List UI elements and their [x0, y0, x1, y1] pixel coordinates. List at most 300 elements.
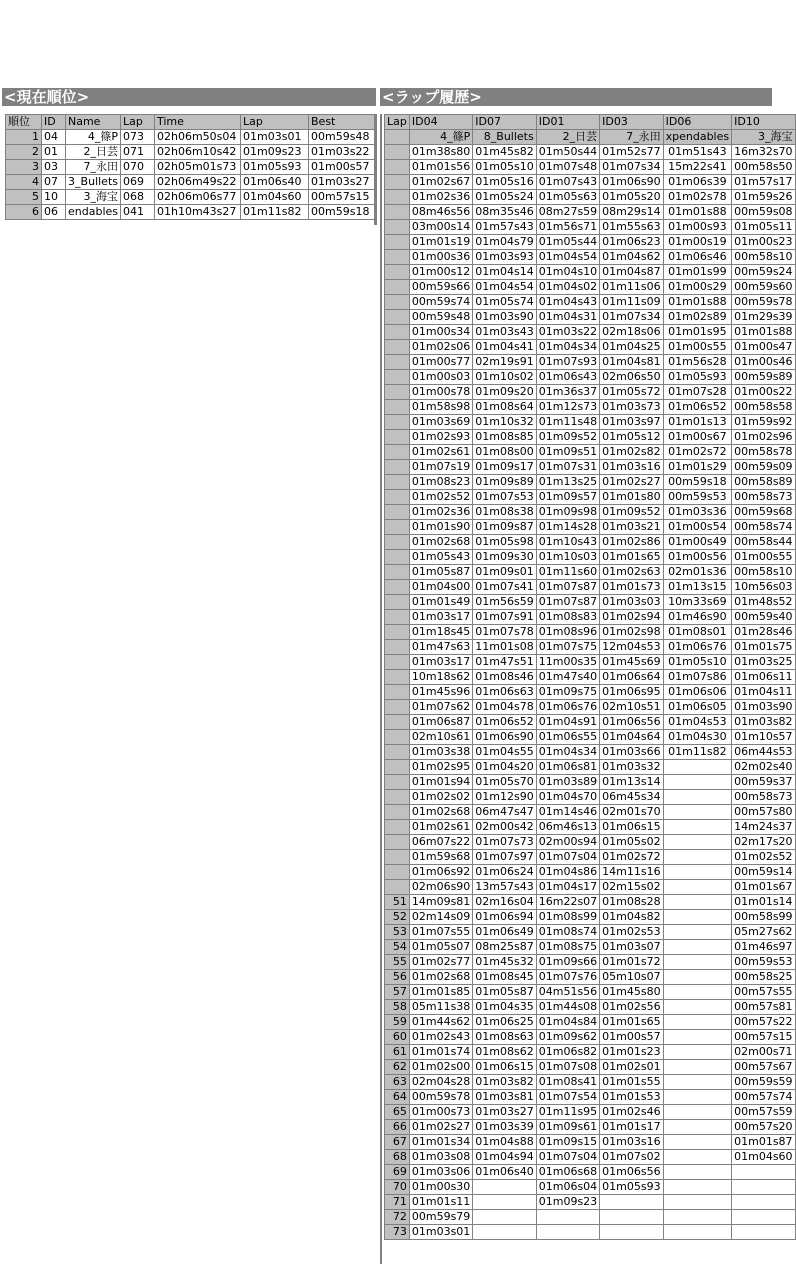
lap-time-cell: 11m00s35 — [536, 655, 599, 670]
lap-time-cell: 01m03s38 — [409, 745, 472, 760]
lap-time-cell: 01m09s30 — [473, 550, 536, 565]
lap-id-header-row — [385, 115, 796, 130]
lap-row[interactable] — [385, 550, 796, 565]
lap-number-cell: 68 — [385, 1150, 410, 1165]
lap-time-cell: 01m04s91 — [536, 715, 599, 730]
racer-name-header: 7_永田 — [600, 130, 663, 145]
lap-row[interactable] — [385, 715, 796, 730]
lap-time-cell: 00m59s18 — [663, 475, 732, 490]
lap-row[interactable] — [385, 1165, 796, 1180]
lap-row[interactable] — [385, 1030, 796, 1045]
lap-row[interactable] — [385, 145, 796, 160]
lap-time-cell: 14m11s16 — [600, 865, 663, 880]
lap-time-cell: 01m00s19 — [663, 235, 732, 250]
lap-time-cell: 01m06s39 — [663, 175, 732, 190]
lap-time-cell: 01m06s90 — [600, 175, 663, 190]
lap-row[interactable] — [385, 760, 796, 775]
lap-time-cell: 01m06s04 — [536, 1180, 599, 1195]
lap-time-cell: 02m01s36 — [663, 565, 732, 580]
lap-time-cell: 01m07s54 — [536, 1090, 599, 1105]
lap-time-cell: 01m02s27 — [600, 475, 663, 490]
lap-row[interactable] — [385, 625, 796, 640]
lap-time-cell: 01m09s23 — [536, 1195, 599, 1210]
lap-row[interactable] — [385, 835, 796, 850]
lap-time-cell — [663, 1015, 732, 1030]
standings-column-header: Lap — [121, 115, 155, 130]
lap-time-cell — [663, 1060, 732, 1075]
lap-time-cell: 01m55s63 — [600, 220, 663, 235]
lap-number-cell — [385, 730, 410, 745]
lap-time-cell: 00m59s14 — [732, 865, 795, 880]
lap-row[interactable] — [385, 205, 796, 220]
lap-time-cell: 00m58s10 — [732, 565, 795, 580]
lap-time-cell: 00m59s60 — [732, 280, 795, 295]
lap-time-cell: 01m05s93 — [663, 370, 732, 385]
lap-time-cell: 01m09s66 — [536, 955, 599, 970]
lap-number-cell: 73 — [385, 1225, 410, 1240]
lap-time-cell: 01m06s64 — [600, 670, 663, 685]
lap-time-cell: 01m11s60 — [536, 565, 599, 580]
lap-number-cell — [385, 160, 410, 175]
lap-row[interactable] — [385, 175, 796, 190]
lap-time-cell: 01m02s68 — [409, 970, 472, 985]
lap-time-cell: 01m05s87 — [473, 985, 536, 1000]
lap-row[interactable] — [385, 1195, 796, 1210]
lap-row[interactable] — [385, 970, 796, 985]
lap-time-cell: 01m04s60 — [732, 1150, 795, 1165]
lap-row[interactable] — [385, 535, 796, 550]
lap-time-cell: 01m00s54 — [663, 520, 732, 535]
lap-row[interactable] — [385, 610, 796, 625]
lap-row[interactable] — [385, 1135, 796, 1150]
racer-id-header: ID10 — [732, 115, 795, 130]
lap-time-cell: 01m04s34 — [536, 340, 599, 355]
lap-row[interactable] — [385, 160, 796, 175]
lap-time-cell: 00m58s73 — [732, 490, 795, 505]
lap-time-cell — [663, 1195, 732, 1210]
lap-row[interactable] — [385, 460, 796, 475]
lap-row[interactable] — [385, 1060, 796, 1075]
lap-number-cell — [385, 520, 410, 535]
lap-number-cell — [385, 385, 410, 400]
lap-time-cell: 01m04s84 — [536, 1015, 599, 1030]
lap-time-cell — [663, 955, 732, 970]
lap-time-cell — [663, 1135, 732, 1150]
lap-row[interactable] — [385, 565, 796, 580]
lap-number-cell — [385, 865, 410, 880]
lap-row[interactable] — [385, 595, 796, 610]
rank-cell: 3 — [6, 160, 42, 175]
lap-time-cell: 01m02s06 — [409, 340, 472, 355]
lap-number-cell — [385, 415, 410, 430]
lap-time-cell: 01m04s34 — [536, 745, 599, 760]
lap-time-cell: 01m01s29 — [663, 460, 732, 475]
lap-time-cell: 01m00s03 — [409, 370, 472, 385]
lap-row[interactable] — [385, 925, 796, 940]
lap-number-cell — [385, 775, 410, 790]
lap-time-cell: 02m04s28 — [409, 1075, 472, 1090]
lap-row[interactable] — [385, 685, 796, 700]
lap-row[interactable] — [385, 475, 796, 490]
lap-time-cell: 01m03s01 — [409, 1225, 472, 1240]
lap-time-cell: 01m06s05 — [663, 700, 732, 715]
lap-time-cell: 01m10s02 — [473, 370, 536, 385]
racer-id-header: ID01 — [536, 115, 599, 130]
lap-time-cell: 12m04s53 — [600, 640, 663, 655]
lap-time-cell — [732, 1180, 795, 1195]
lap-time-cell: 00m59s74 — [409, 295, 472, 310]
lap-time-cell: 01m50s44 — [536, 145, 599, 160]
lap-time-cell: 01m06s90 — [473, 730, 536, 745]
lap-number-cell — [385, 370, 410, 385]
lap-row[interactable] — [385, 730, 796, 745]
lap-time-cell: 01m01s56 — [409, 160, 472, 175]
lap-time-cell: 01m02s82 — [600, 445, 663, 460]
lap-number-cell — [385, 490, 410, 505]
lap-time-cell: 01m06s87 — [409, 715, 472, 730]
lap-time-cell: 01m56s71 — [536, 220, 599, 235]
lap-time-cell — [663, 985, 732, 1000]
lap-time-cell: 01m45s32 — [473, 955, 536, 970]
lap-time-cell: 01m08s85 — [473, 430, 536, 445]
lap-time-cell: 01m06s24 — [473, 865, 536, 880]
standings-row[interactable] — [6, 205, 375, 220]
lap-time-cell: 01m05s44 — [536, 235, 599, 250]
lap-time-cell: 01m28s46 — [732, 625, 795, 640]
lap-time-cell: 00m59s53 — [663, 490, 732, 505]
lap-row[interactable] — [385, 1045, 796, 1060]
lap-row[interactable] — [385, 880, 796, 895]
lap-row[interactable] — [385, 805, 796, 820]
lap-time-cell: 01m11s95 — [536, 1105, 599, 1120]
standings-cell: 01m00s57 — [309, 160, 375, 175]
lap-time-cell: 01m00s34 — [409, 325, 472, 340]
lap-time-cell: 00m59s59 — [732, 1075, 795, 1090]
lap-row[interactable] — [385, 1075, 796, 1090]
lap-time-cell: 01m13s14 — [600, 775, 663, 790]
lap-number-cell — [385, 565, 410, 580]
lap-time-cell: 02m01s70 — [600, 805, 663, 820]
lap-time-cell: 01m02s02 — [409, 790, 472, 805]
lap-row[interactable] — [385, 1150, 796, 1165]
lap-time-cell: 01m10s57 — [732, 730, 795, 745]
lap-row[interactable] — [385, 655, 796, 670]
lap-time-cell — [536, 1210, 599, 1225]
lap-time-cell: 01m04s25 — [600, 340, 663, 355]
lap-row[interactable] — [385, 310, 796, 325]
lap-time-cell: 01m07s31 — [536, 460, 599, 475]
lap-time-cell: 01m02s01 — [600, 1060, 663, 1075]
lap-number-cell: 52 — [385, 910, 410, 925]
lap-row[interactable] — [385, 670, 796, 685]
lap-row[interactable] — [385, 280, 796, 295]
lap-time-cell: 00m58s74 — [732, 520, 795, 535]
lap-time-cell: 01m03s16 — [600, 460, 663, 475]
lap-row[interactable] — [385, 895, 796, 910]
lap-row[interactable] — [385, 955, 796, 970]
lap-time-cell: 01m01s95 — [663, 325, 732, 340]
lap-time-cell: 06m47s47 — [473, 805, 536, 820]
lap-number-cell — [385, 175, 410, 190]
lap-time-cell: 01m06s95 — [600, 685, 663, 700]
lap-number-cell: 61 — [385, 1045, 410, 1060]
lap-row[interactable] — [385, 790, 796, 805]
lap-number-cell — [385, 295, 410, 310]
lap-time-cell: 01m06s23 — [600, 235, 663, 250]
standings-cell: 068 — [121, 190, 155, 205]
lap-time-cell: 01m07s08 — [536, 1060, 599, 1075]
lap-time-cell: 01m05s43 — [409, 550, 472, 565]
lap-row[interactable] — [385, 640, 796, 655]
standings-row[interactable] — [6, 130, 375, 145]
lap-time-cell — [663, 850, 732, 865]
lap-number-cell — [385, 235, 410, 250]
standings-cell: 01m04s60 — [241, 190, 309, 205]
lap-time-cell: 00m59s24 — [732, 265, 795, 280]
standings-cell: 3_海宝 — [66, 190, 121, 205]
lap-time-cell: 02m00s42 — [473, 820, 536, 835]
lap-time-cell — [732, 1195, 795, 1210]
lap-number-cell: 72 — [385, 1210, 410, 1225]
lap-time-cell: 00m57s59 — [732, 1105, 795, 1120]
lap-time-cell: 01m06s06 — [663, 685, 732, 700]
lap-time-cell: 01m07s87 — [536, 595, 599, 610]
lap-time-cell: 01m03s21 — [600, 520, 663, 535]
lap-time-cell: 01m00s30 — [409, 1180, 472, 1195]
lap-time-cell: 01m05s12 — [600, 430, 663, 445]
lap-row[interactable] — [385, 265, 796, 280]
lap-row[interactable] — [385, 1210, 796, 1225]
lap-row[interactable] — [385, 985, 796, 1000]
lap-history-title: <ラップ履歴> — [380, 88, 772, 106]
lap-row[interactable] — [385, 415, 796, 430]
lap-number-cell — [385, 475, 410, 490]
lap-row[interactable] — [385, 1090, 796, 1105]
lap-time-cell: 01m59s92 — [732, 415, 795, 430]
lap-time-cell: 01m57s43 — [473, 220, 536, 235]
lap-time-cell: 01m09s15 — [536, 1135, 599, 1150]
racer-name-header: 4_篠P — [409, 130, 472, 145]
lap-row[interactable] — [385, 700, 796, 715]
lap-time-cell: 00m58s73 — [732, 790, 795, 805]
lap-time-cell: 01m06s63 — [473, 685, 536, 700]
lap-row[interactable] — [385, 745, 796, 760]
lap-row[interactable] — [385, 235, 796, 250]
lap-row[interactable] — [385, 505, 796, 520]
lap-time-cell: 08m25s87 — [473, 940, 536, 955]
lap-time-cell: 01m03s93 — [473, 250, 536, 265]
lap-row[interactable] — [385, 190, 796, 205]
lap-time-cell: 01m02s63 — [600, 565, 663, 580]
lap-row[interactable] — [385, 1015, 796, 1030]
lap-time-cell: 01m01s72 — [600, 955, 663, 970]
lap-number-cell — [385, 190, 410, 205]
lap-time-cell: 01m02s93 — [409, 430, 472, 445]
lap-time-cell: 01m09s62 — [536, 1030, 599, 1045]
lap-time-cell: 01m07s55 — [409, 925, 472, 940]
lap-time-cell — [473, 1225, 536, 1240]
standings-cell: 01 — [42, 145, 66, 160]
lap-time-cell: 01m01s53 — [600, 1090, 663, 1105]
lap-row[interactable] — [385, 580, 796, 595]
lap-time-cell — [473, 1195, 536, 1210]
lap-time-cell: 01m09s89 — [473, 475, 536, 490]
lap-time-cell: 01m00s78 — [409, 385, 472, 400]
lap-row[interactable] — [385, 1105, 796, 1120]
lap-row[interactable] — [385, 250, 796, 265]
lap-time-cell: 00m58s99 — [732, 910, 795, 925]
lap-number-cell — [385, 400, 410, 415]
lap-time-cell: 01m08s63 — [473, 1030, 536, 1045]
lap-time-cell: 01m04s35 — [473, 1000, 536, 1015]
lap-time-cell: 01m01s75 — [732, 640, 795, 655]
lap-number-cell — [385, 655, 410, 670]
lap-row[interactable] — [385, 295, 796, 310]
lap-time-cell: 01m01s55 — [600, 1075, 663, 1090]
lap-row[interactable] — [385, 490, 796, 505]
lap-number-cell — [385, 460, 410, 475]
standings-row[interactable] — [6, 175, 375, 190]
lap-time-cell: 01m45s82 — [473, 145, 536, 160]
lap-row[interactable] — [385, 220, 796, 235]
lap-time-cell: 01m01s65 — [600, 1015, 663, 1030]
racer-id-header: ID07 — [473, 115, 536, 130]
lap-time-cell: 01m03s82 — [473, 1075, 536, 1090]
lap-time-cell: 01m08s01 — [663, 625, 732, 640]
standings-row[interactable] — [6, 190, 375, 205]
lap-row[interactable] — [385, 1180, 796, 1195]
lap-time-cell: 01m12s90 — [473, 790, 536, 805]
lap-time-cell — [663, 835, 732, 850]
lap-time-cell: 01m05s02 — [600, 835, 663, 850]
lap-number-cell — [385, 550, 410, 565]
lap-time-cell: 01m03s17 — [409, 610, 472, 625]
lap-time-cell: 01m04s88 — [473, 1135, 536, 1150]
lap-row[interactable] — [385, 340, 796, 355]
standings-cell: 041 — [121, 205, 155, 220]
lap-row[interactable] — [385, 520, 796, 535]
lap-time-cell: 01m02s72 — [663, 445, 732, 460]
lap-number-cell — [385, 715, 410, 730]
lap-time-cell: 01m45s80 — [600, 985, 663, 1000]
lap-time-cell: 01m07s86 — [663, 670, 732, 685]
lap-number-cell — [385, 580, 410, 595]
lap-time-cell: 01m00s47 — [732, 340, 795, 355]
lap-time-cell: 01m05s87 — [409, 565, 472, 580]
lap-time-cell: 01m01s88 — [663, 295, 732, 310]
lap-time-cell: 01m05s24 — [473, 190, 536, 205]
lap-row[interactable] — [385, 940, 796, 955]
lap-number-cell — [385, 820, 410, 835]
lap-time-cell: 01m01s49 — [409, 595, 472, 610]
lap-number-cell — [385, 445, 410, 460]
lap-row[interactable] — [385, 775, 796, 790]
lap-time-cell: 01m06s94 — [473, 910, 536, 925]
lap-time-cell — [663, 1045, 732, 1060]
lap-time-cell: 01m00s46 — [732, 355, 795, 370]
lap-time-cell: 01m01s85 — [409, 985, 472, 1000]
lap-time-cell: 01m04s64 — [600, 730, 663, 745]
lap-row[interactable] — [385, 1120, 796, 1135]
lap-row[interactable] — [385, 355, 796, 370]
lap-time-cell: 01m03s27 — [473, 1105, 536, 1120]
lap-number-cell: 63 — [385, 1075, 410, 1090]
lap-number-cell: 71 — [385, 1195, 410, 1210]
lap-row[interactable] — [385, 370, 796, 385]
lap-row[interactable] — [385, 910, 796, 925]
standings-cell: 01m03s01 — [241, 130, 309, 145]
standings-cell: 10 — [42, 190, 66, 205]
lap-time-cell: 01m03s36 — [663, 505, 732, 520]
standings-cell: 3_Bullets — [66, 175, 121, 190]
lap-time-cell: 02m15s02 — [600, 880, 663, 895]
lap-time-cell: 01m06s49 — [473, 925, 536, 940]
lap-time-cell: 01m06s46 — [663, 250, 732, 265]
lap-time-cell: 00m59s89 — [732, 370, 795, 385]
lap-row[interactable] — [385, 1000, 796, 1015]
lap-row[interactable] — [385, 445, 796, 460]
lap-time-cell: 01m07s19 — [409, 460, 472, 475]
lap-time-cell: 01m06s82 — [536, 1045, 599, 1060]
lap-row[interactable] — [385, 385, 796, 400]
lap-time-cell — [663, 760, 732, 775]
lap-time-cell: 00m59s08 — [732, 205, 795, 220]
lap-time-cell: 01m51s43 — [663, 145, 732, 160]
lap-time-cell: 08m35s46 — [473, 205, 536, 220]
lap-time-cell — [732, 1225, 795, 1240]
lap-row[interactable] — [385, 400, 796, 415]
lap-time-cell: 01m04s81 — [600, 355, 663, 370]
racer-name-header: xpendables — [663, 130, 732, 145]
lap-number-cell — [385, 685, 410, 700]
lap-time-cell: 00m57s80 — [732, 805, 795, 820]
lap-time-cell: 01m14s46 — [536, 805, 599, 820]
lap-number-cell: 70 — [385, 1180, 410, 1195]
lap-time-cell: 01m08s96 — [536, 625, 599, 640]
lap-row[interactable] — [385, 430, 796, 445]
lap-time-cell: 01m02s53 — [600, 925, 663, 940]
lap-time-cell: 01m06s81 — [536, 760, 599, 775]
lap-row[interactable] — [385, 1225, 796, 1240]
standings-row[interactable] — [6, 160, 375, 175]
lap-row[interactable] — [385, 865, 796, 880]
lap-time-cell: 01m05s70 — [473, 775, 536, 790]
lap-time-cell: 01m56s28 — [663, 355, 732, 370]
lap-time-cell: 01m08s45 — [473, 970, 536, 985]
lap-time-cell: 01m01s19 — [409, 235, 472, 250]
lap-time-cell: 00m59s37 — [732, 775, 795, 790]
lap-time-cell: 01m02s68 — [409, 805, 472, 820]
lap-row[interactable] — [385, 820, 796, 835]
lap-number-cell — [385, 760, 410, 775]
lap-time-cell: 01m07s43 — [536, 175, 599, 190]
lap-row[interactable] — [385, 325, 796, 340]
lap-time-cell: 00m59s68 — [732, 505, 795, 520]
lap-time-cell: 01m04s54 — [536, 250, 599, 265]
lap-time-cell: 02m00s94 — [536, 835, 599, 850]
lap-time-cell: 01m01s65 — [600, 550, 663, 565]
lap-time-cell: 01m03s25 — [732, 655, 795, 670]
standings-row[interactable] — [6, 145, 375, 160]
lap-time-cell: 10m56s03 — [732, 580, 795, 595]
lap-row[interactable] — [385, 850, 796, 865]
lap-time-cell: 01m02s46 — [600, 1105, 663, 1120]
lap-time-cell — [663, 775, 732, 790]
lap-time-cell: 01m01s34 — [409, 1135, 472, 1150]
lap-time-cell: 01m09s01 — [473, 565, 536, 580]
lap-time-cell: 01m04s86 — [536, 865, 599, 880]
lap-time-cell: 01m03s03 — [600, 595, 663, 610]
